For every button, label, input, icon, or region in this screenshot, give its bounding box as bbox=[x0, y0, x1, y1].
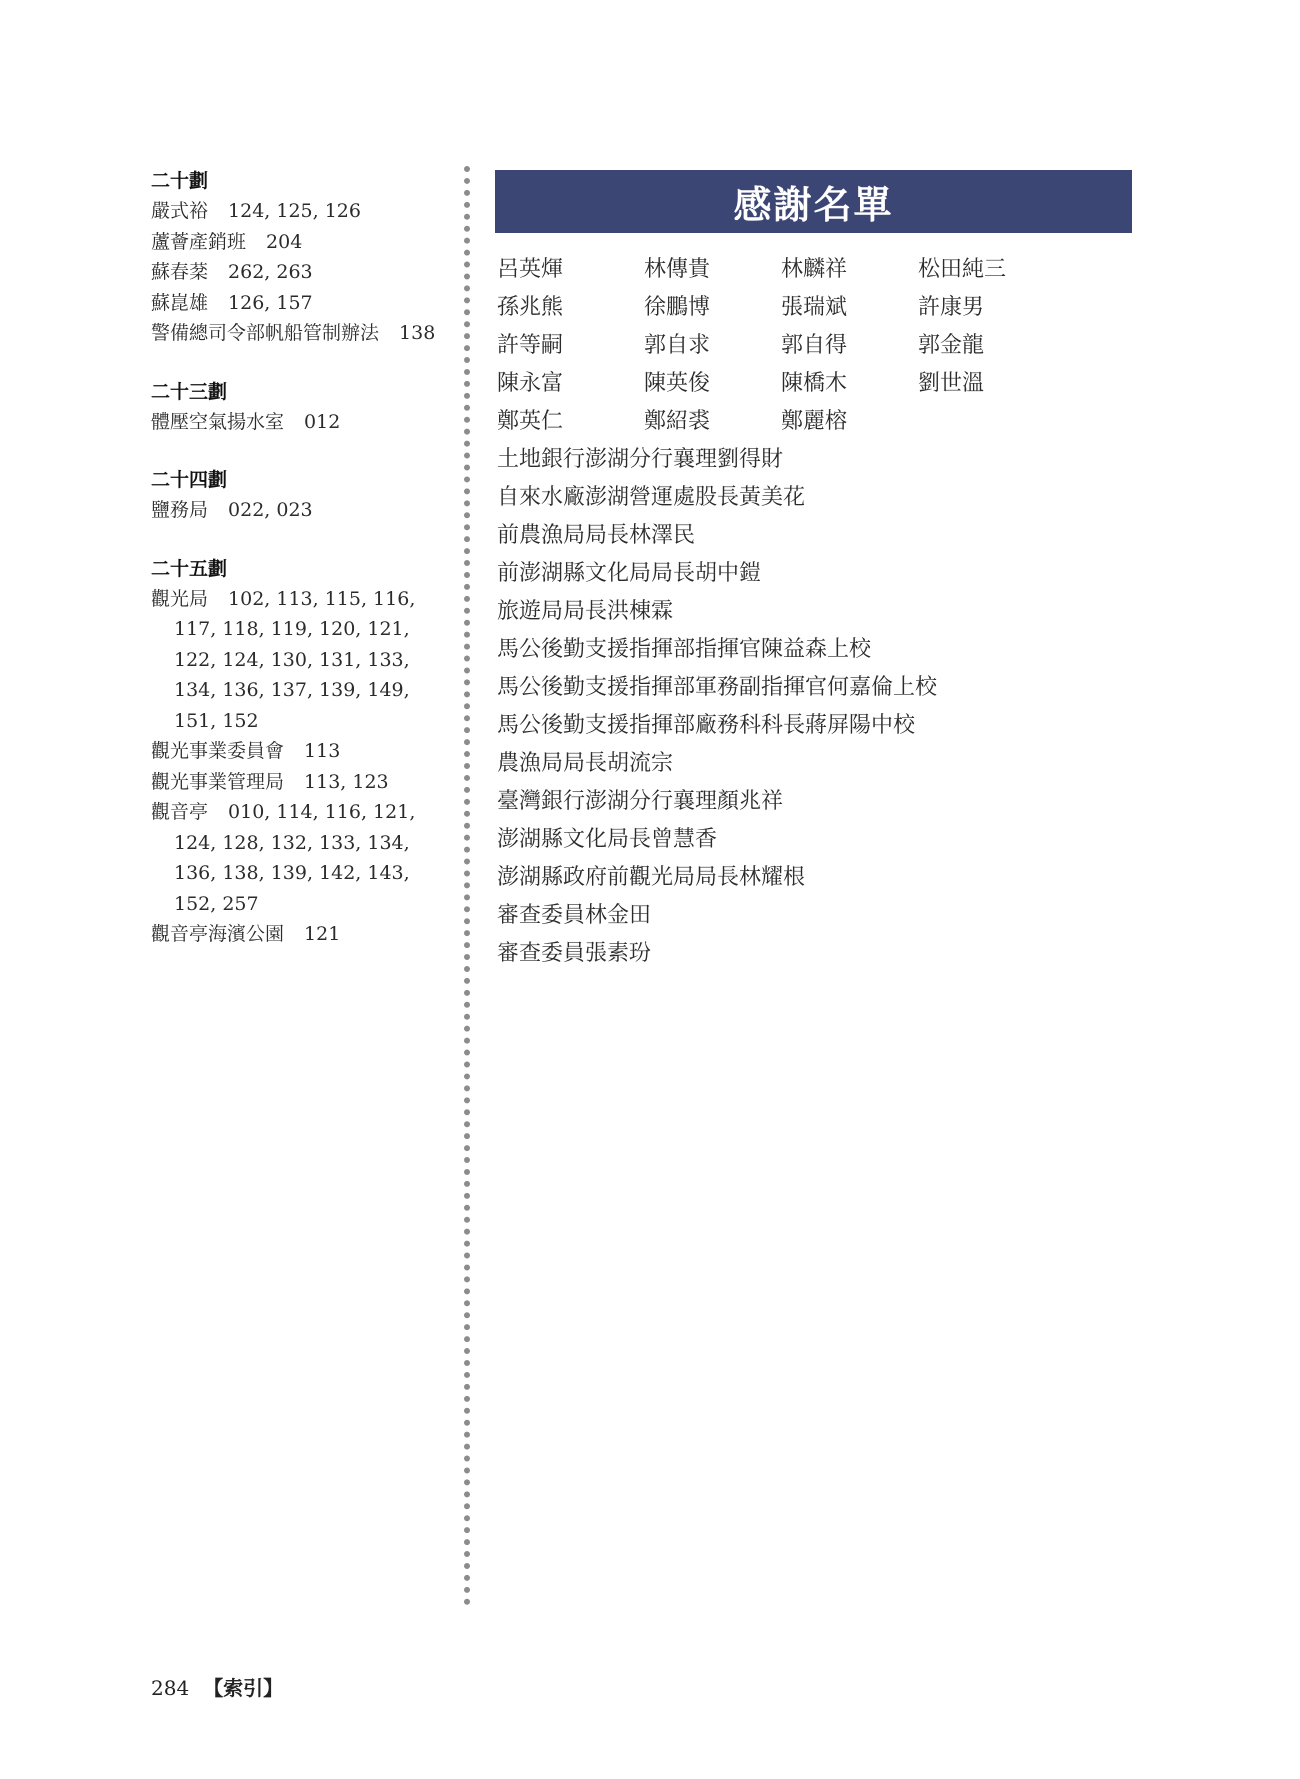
name-cell: 鄭紹裘 bbox=[644, 409, 711, 434]
organization-line: 土地銀行澎湖分行襄理劉得財 bbox=[497, 447, 784, 472]
page-footer bbox=[151, 1672, 283, 1701]
thanks-title-bar bbox=[495, 170, 1132, 233]
index-entry bbox=[151, 318, 441, 349]
index-pages: 204 bbox=[266, 230, 303, 253]
index-pages: 126, 157 bbox=[228, 291, 313, 314]
index-entry bbox=[151, 495, 441, 526]
index-entry bbox=[151, 196, 441, 227]
index-heading: 二十劃 bbox=[151, 170, 209, 192]
index-section bbox=[151, 465, 441, 526]
name-cell: 松田純三 bbox=[918, 257, 1007, 282]
index-term: 觀音亭 bbox=[151, 801, 209, 823]
thanks-title: 感謝名單 bbox=[733, 182, 894, 227]
index-entry bbox=[151, 407, 441, 438]
index-term: 鹽務局 bbox=[151, 499, 209, 521]
organization-line: 馬公後勤支援指揮部軍務副指揮官何嘉倫上校 bbox=[497, 675, 938, 700]
organization-line: 農漁局局長胡流宗 bbox=[497, 751, 674, 776]
organization-line: 審查委員林金田 bbox=[497, 903, 652, 928]
footer-section-label: 【索引】 bbox=[203, 1676, 284, 1700]
column-divider bbox=[464, 166, 470, 1606]
organization-line: 澎湖縣政府前觀光局局長林耀根 bbox=[497, 865, 806, 890]
organization-line: 自來水廠澎湖營運處股長黃美花 bbox=[497, 485, 806, 510]
index-section bbox=[151, 554, 441, 950]
index-column bbox=[151, 166, 441, 978]
index-heading: 二十三劃 bbox=[151, 380, 228, 403]
index-heading: 二十四劃 bbox=[151, 469, 228, 491]
name-cell: 陳橋木 bbox=[781, 371, 848, 396]
index-term: 觀光事業管理局 bbox=[151, 770, 285, 793]
name-cell: 許等嗣 bbox=[497, 333, 564, 358]
index-entry bbox=[151, 736, 441, 767]
index-pages: 022, 023 bbox=[228, 499, 313, 521]
name-cell: 郭金龍 bbox=[918, 333, 985, 358]
name-cell: 許康男 bbox=[918, 295, 985, 320]
organization-line: 澎湖縣文化局長曾慧香 bbox=[497, 827, 718, 852]
index-term: 蘇春棻 bbox=[151, 261, 209, 283]
organization-line: 旅遊局局長洪棟霖 bbox=[497, 599, 674, 624]
index-entry bbox=[151, 797, 441, 919]
index-section bbox=[151, 377, 441, 438]
organization-list bbox=[495, 441, 1132, 973]
name-cell: 劉世溫 bbox=[918, 371, 985, 396]
index-heading: 二十五劃 bbox=[151, 557, 228, 580]
index-pages: 262, 263 bbox=[228, 261, 313, 283]
organization-line: 前澎湖縣文化局局長胡中鎧 bbox=[497, 561, 762, 586]
organization-line: 臺灣銀行澎湖分行襄理顏兆祥 bbox=[497, 789, 784, 814]
index-term: 體壓空氣揚水室 bbox=[151, 410, 285, 433]
index-entry bbox=[151, 919, 441, 950]
name-cell: 陳英俊 bbox=[644, 371, 711, 396]
organization-line: 審查委員張素玢 bbox=[497, 941, 652, 966]
name-cell: 鄭英仁 bbox=[497, 409, 564, 434]
index-term: 觀光事業委員會 bbox=[151, 740, 285, 762]
index-pages: 138 bbox=[399, 322, 436, 344]
name-cell: 張瑞斌 bbox=[781, 295, 848, 320]
thanks-column bbox=[495, 170, 1132, 973]
names-grid bbox=[495, 251, 1132, 441]
index-pages: 113, 123 bbox=[304, 770, 389, 793]
index-entry bbox=[151, 288, 441, 319]
index-pages: 012 bbox=[304, 410, 341, 433]
name-cell: 陳永富 bbox=[497, 371, 564, 396]
index-term: 嚴式裕 bbox=[151, 200, 209, 222]
index-entry bbox=[151, 767, 441, 798]
name-cell: 郭自得 bbox=[781, 333, 848, 358]
name-cell: 呂英煇 bbox=[497, 257, 564, 282]
name-cell: 郭自求 bbox=[644, 333, 711, 358]
name-cell: 林傳貴 bbox=[644, 257, 711, 282]
index-pages: 102, 113, 115, 116, 117, 118, 119, 120, 121, 122, 124, 130, 131, 133, 134, 136, 137, 139, 149, 151, 152 bbox=[174, 587, 416, 732]
name-cell: 徐鵬博 bbox=[644, 295, 711, 320]
page-number: 284 bbox=[151, 1676, 190, 1700]
index-pages: 124, 125, 126 bbox=[228, 200, 361, 222]
index-term: 觀光局 bbox=[151, 587, 209, 610]
name-cell: 鄭麗榕 bbox=[781, 409, 848, 434]
index-pages: 113 bbox=[304, 740, 341, 762]
index-term: 觀音亭海濱公園 bbox=[151, 923, 285, 945]
index-entry bbox=[151, 227, 441, 258]
index-pages: 010, 114, 116, 121, 124, 128, 132, 133, 134, 136, 138, 139, 142, 143, 152, 257 bbox=[174, 801, 416, 915]
name-cell: 林麟祥 bbox=[781, 257, 848, 282]
organization-line: 馬公後勤支援指揮部廠務科科長蔣屏陽中校 bbox=[497, 713, 916, 738]
index-term: 警備總司令部帆船管制辦法 bbox=[151, 322, 380, 344]
name-cell: 孫兆熊 bbox=[497, 295, 564, 320]
index-term: 蘆薈產銷班 bbox=[151, 230, 247, 253]
index-term: 蘇崑雄 bbox=[151, 291, 209, 314]
organization-line: 前農漁局局長林澤民 bbox=[497, 523, 696, 548]
index-entry bbox=[151, 584, 441, 737]
index-section bbox=[151, 166, 441, 349]
organization-line: 馬公後勤支援指揮部指揮官陳益森上校 bbox=[497, 637, 872, 662]
index-entry bbox=[151, 257, 441, 288]
index-pages: 121 bbox=[304, 923, 341, 945]
